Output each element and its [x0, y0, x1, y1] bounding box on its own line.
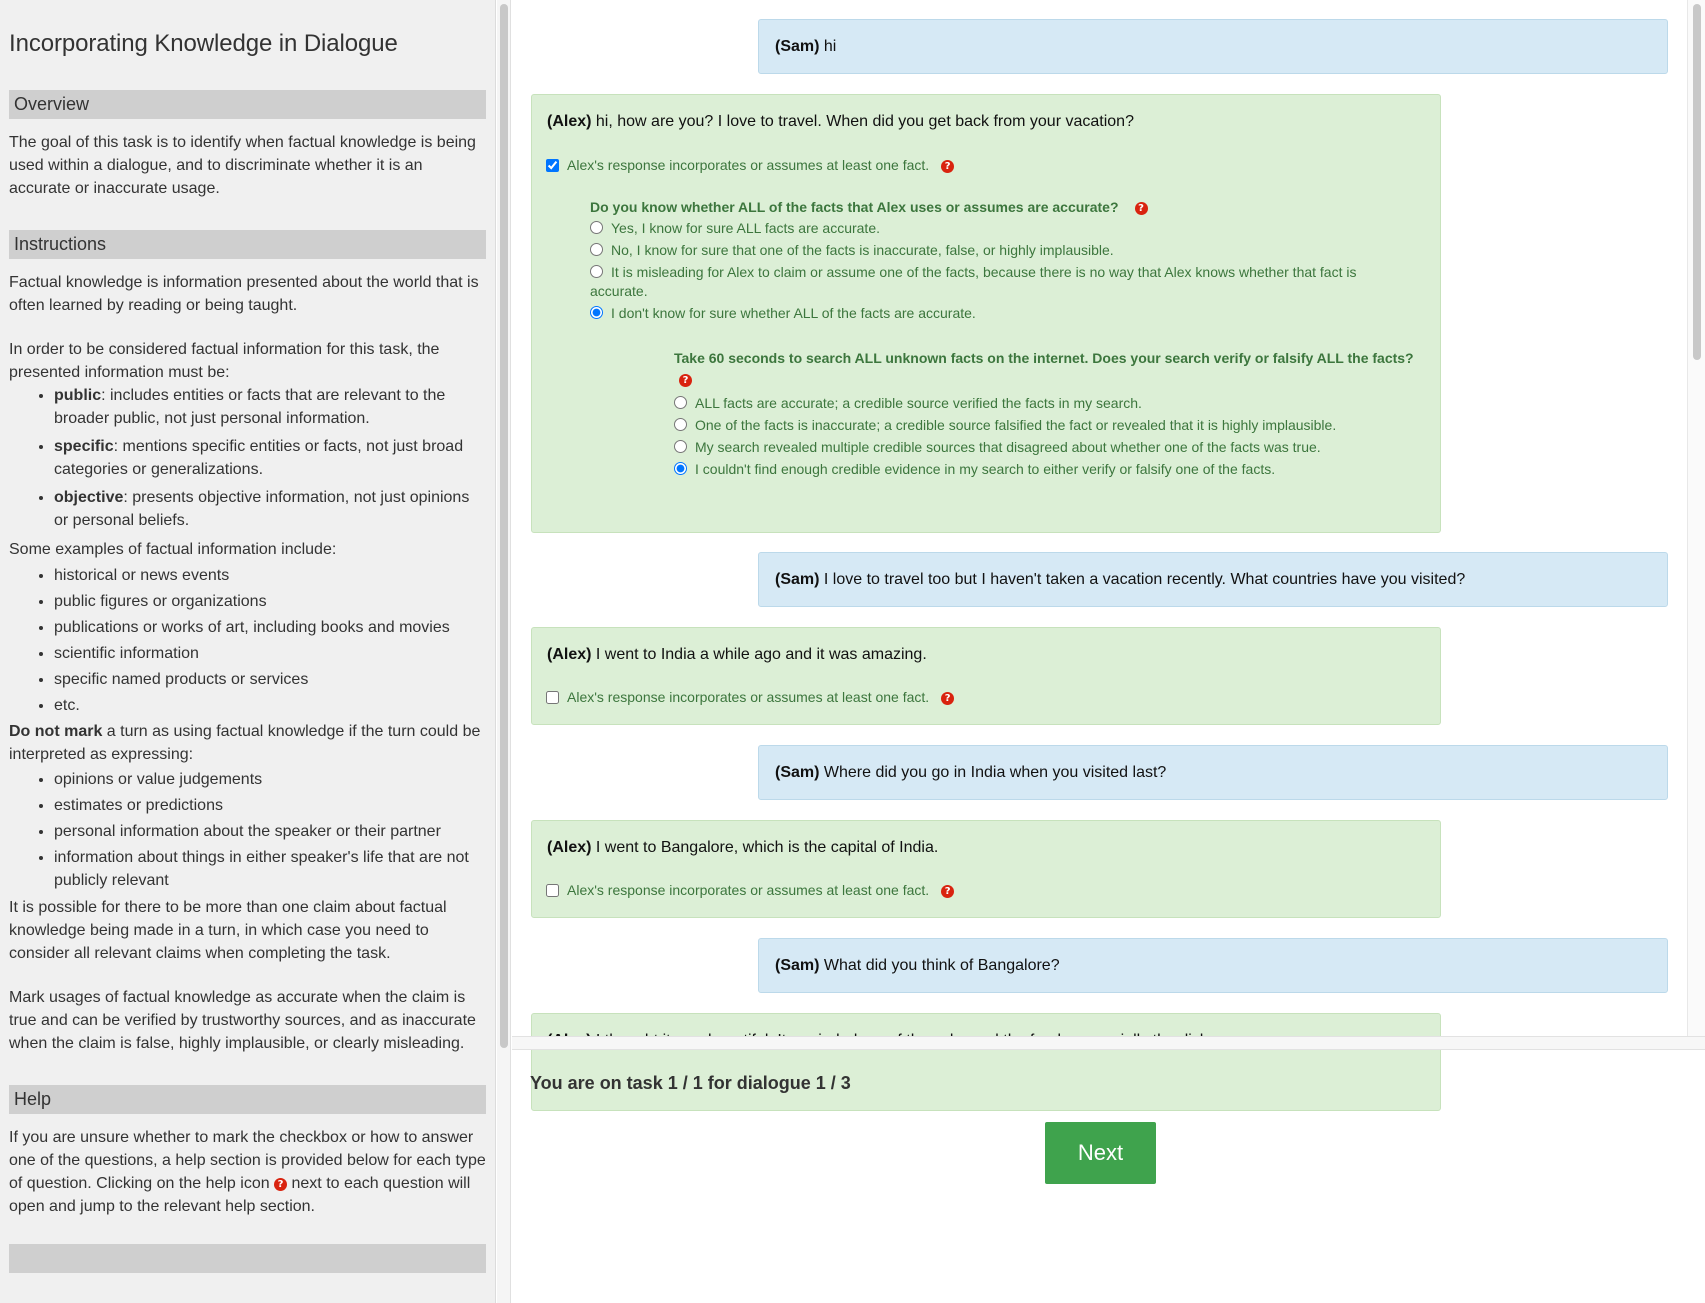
- option-label: One of the facts is inaccurate; a credible source falsified the fact or revealed that it is highly implausible.: [695, 417, 1337, 433]
- help-icon[interactable]: ?: [941, 885, 954, 898]
- chat-scrollbar[interactable]: [1687, 0, 1705, 1036]
- criteria-term: public: [54, 387, 102, 404]
- criteria-desc: : presents objective information, not just opinions or personal beliefs.: [54, 489, 470, 529]
- exclusions-list: [9, 768, 486, 892]
- examples-list: [9, 564, 486, 717]
- panel-divider: [512, 1036, 1705, 1050]
- radio-button[interactable]: [674, 396, 687, 409]
- instructions-content: [9, 0, 486, 1285]
- list-item: [54, 435, 486, 481]
- speaker-label: (Alex): [547, 113, 592, 130]
- radio-button[interactable]: [590, 265, 603, 278]
- chat-scrollbar-thumb[interactable]: [1693, 4, 1701, 360]
- instructions-panel: [0, 0, 496, 1303]
- left-scrollbar[interactable]: [497, 0, 511, 1303]
- donot-mark-text: [9, 720, 486, 766]
- option-label: It is misleading for Alex to claim or assume one of the facts, because there is no way that Alex knows whether that fact is accurate.: [590, 264, 1357, 299]
- fact-checkbox[interactable]: [546, 884, 559, 897]
- fact-checkbox-label: Alex's response incorporates or assumes at least one fact.: [567, 157, 930, 173]
- criteria-term: specific: [54, 438, 114, 455]
- search-question: [674, 348, 1434, 479]
- radio-button[interactable]: [590, 243, 603, 256]
- fact-checkbox[interactable]: [546, 691, 559, 704]
- question-title-text: Take 60 seconds to search ALL unknown facts on the internet. Does your search verify or falsify ALL the facts?: [674, 350, 1414, 366]
- list-item: [54, 384, 486, 430]
- list-item: [54, 486, 486, 532]
- speaker-label: (Sam): [775, 571, 820, 588]
- instructions-p2: In order to be considered factual information for this task, the presented information must be:: [9, 341, 440, 381]
- help-text-after: next to each question will open and jump to the relevant help section.: [9, 1175, 471, 1215]
- criteria-desc: : mentions specific entities or facts, not just broad categories or generalizations.: [54, 438, 464, 478]
- fact-checkbox[interactable]: [546, 159, 559, 172]
- message-text: What did you think of Bangalore?: [819, 957, 1060, 974]
- alex-message-text: [547, 646, 927, 664]
- radio-button[interactable]: [590, 306, 603, 319]
- help-text-before: If you are unsure whether to mark the checkbox or how to answer one of the questions, a help section is provided below for each type of question. Clicking on the help icon: [9, 1129, 486, 1192]
- radio-option: [674, 460, 1434, 479]
- next-section-heading: [9, 1244, 486, 1273]
- list-item: • etc.: [54, 694, 486, 717]
- alex-message-text: [547, 839, 938, 857]
- speaker-label: (Sam): [775, 38, 820, 55]
- question-title: [590, 199, 1390, 215]
- option-label: I couldn't find enough credible evidence in my search to either verify or falsify one of the facts.: [695, 461, 1276, 477]
- task-progress-status: You are on task 1 / 1 for dialogue 1 / 3: [530, 1073, 851, 1093]
- message-text: I love to travel too but I haven't taken a vacation recently. What countries have you visited?: [819, 571, 1466, 588]
- radio-button[interactable]: [674, 462, 687, 475]
- sam-message: [758, 745, 1668, 800]
- fact-checkbox-label: Alex's response incorporates or assumes at least one fact.: [567, 689, 930, 705]
- help-icon[interactable]: ?: [941, 160, 954, 173]
- radio-option: [674, 394, 1434, 413]
- page-title: Incorporating Knowledge in Dialogue: [9, 30, 398, 57]
- radio-button[interactable]: [674, 440, 687, 453]
- list-item: • opinions or value judgements: [54, 768, 486, 791]
- question-title: [674, 348, 1434, 390]
- speaker-label: (Sam): [775, 764, 820, 781]
- next-button[interactable]: Next: [1045, 1122, 1156, 1184]
- list-item: • information about things in either speaker's life that are not publicly relevant: [54, 846, 486, 892]
- radio-option: [590, 304, 1390, 323]
- donot-mark-rest: a turn as using factual knowledge if the turn could be interpreted as expressing:: [9, 723, 481, 763]
- fact-checkbox-row: [546, 689, 954, 705]
- fact-checkbox-row: [546, 157, 954, 173]
- chat-area: [512, 0, 1687, 1036]
- speaker-label: (Sam): [775, 957, 820, 974]
- instructions-p4: It is possible for there to be more than one claim about factual knowledge being made in a turn, in which case you need to consider all relevant claims when completing the task.: [9, 899, 447, 962]
- accuracy-question: [590, 199, 1390, 323]
- instructions-p3: Some examples of factual information include:: [9, 541, 337, 558]
- message-text: I went to Bangalore, which is the capital of India.: [591, 839, 939, 856]
- help-icon: ?: [274, 1178, 287, 1191]
- message-text: hi: [819, 38, 837, 55]
- option-label: My search revealed multiple credible sources that disagreed about whether one of the facts was true.: [695, 439, 1321, 455]
- option-label: ALL facts are accurate; a credible source verified the facts in my search.: [695, 395, 1142, 411]
- speaker-label: (Alex): [547, 839, 592, 856]
- criteria-desc: : includes entities or facts that are relevant to the broader public, not just personal information.: [54, 387, 446, 427]
- instructions-p5: Mark usages of factual knowledge as accurate when the claim is true and can be verified by trustworthy sources, and as inaccurate when the claim is false, highly implausible, or clearly misleading.: [9, 989, 476, 1052]
- alex-message: [531, 94, 1441, 533]
- overview-text: The goal of this task is to identify when factual knowledge is being used within a dialogue, and to discriminate whether it is an accurate or inaccurate usage.: [9, 134, 476, 197]
- radio-option: [674, 438, 1434, 457]
- list-item: • scientific information: [54, 642, 486, 665]
- instructions-p1: Factual knowledge is information presented about the world that is often learned by reading or being taught.: [9, 274, 479, 314]
- left-scrollbar-thumb[interactable]: [500, 4, 508, 1048]
- alex-message: [531, 1013, 1441, 1111]
- list-item: • public figures or organizations: [54, 590, 486, 613]
- list-item: • historical or news events: [54, 564, 486, 587]
- alex-message: [531, 820, 1441, 918]
- message-text: Where did you go in India when you visited last?: [819, 764, 1167, 781]
- message-text: I went to India a while ago and it was amazing.: [591, 646, 927, 663]
- help-icon[interactable]: ?: [679, 374, 692, 387]
- sam-message: [758, 552, 1668, 607]
- list-item: • personal information about the speaker or their partner: [54, 820, 486, 843]
- alex-message-text: [547, 113, 1134, 131]
- message-text: hi, how are you? I love to travel. When did you get back from your vacation?: [591, 113, 1134, 130]
- option-label: No, I know for sure that one of the facts is inaccurate, false, or highly implausible.: [611, 242, 1114, 258]
- help-icon[interactable]: ?: [941, 692, 954, 705]
- fact-checkbox-label: Alex's response incorporates or assumes at least one fact.: [567, 882, 930, 898]
- instructions-heading: Instructions: [9, 230, 486, 259]
- criteria-term: objective: [54, 489, 124, 506]
- list-item: • publications or works of art, including books and movies: [54, 616, 486, 639]
- radio-button[interactable]: [590, 221, 603, 234]
- option-label: I don't know for sure whether ALL of the facts are accurate.: [611, 305, 976, 321]
- option-label: Yes, I know for sure ALL facts are accurate.: [611, 220, 880, 236]
- radio-option: [674, 416, 1434, 435]
- list-item: • estimates or predictions: [54, 794, 486, 817]
- question-title-text: Do you know whether ALL of the facts that Alex uses or assumes are accurate?: [590, 199, 1119, 215]
- radio-button[interactable]: [674, 418, 687, 431]
- radio-option: [590, 263, 1390, 301]
- dialogue-panel: [512, 0, 1705, 1303]
- list-item: • specific named products or services: [54, 668, 486, 691]
- sam-message: [758, 938, 1668, 993]
- criteria-list: [9, 384, 486, 532]
- speaker-label: (Alex): [547, 646, 592, 663]
- overview-heading: Overview: [9, 90, 486, 119]
- donot-mark-bold: Do not mark: [9, 723, 103, 740]
- radio-option: [590, 219, 1390, 238]
- help-text: [9, 1126, 486, 1218]
- alex-message: [531, 627, 1441, 725]
- sam-message: [758, 19, 1668, 74]
- radio-option: [590, 241, 1390, 260]
- fact-checkbox-row: [546, 882, 954, 898]
- help-icon[interactable]: ?: [1135, 202, 1148, 215]
- help-heading: Help: [9, 1085, 486, 1114]
